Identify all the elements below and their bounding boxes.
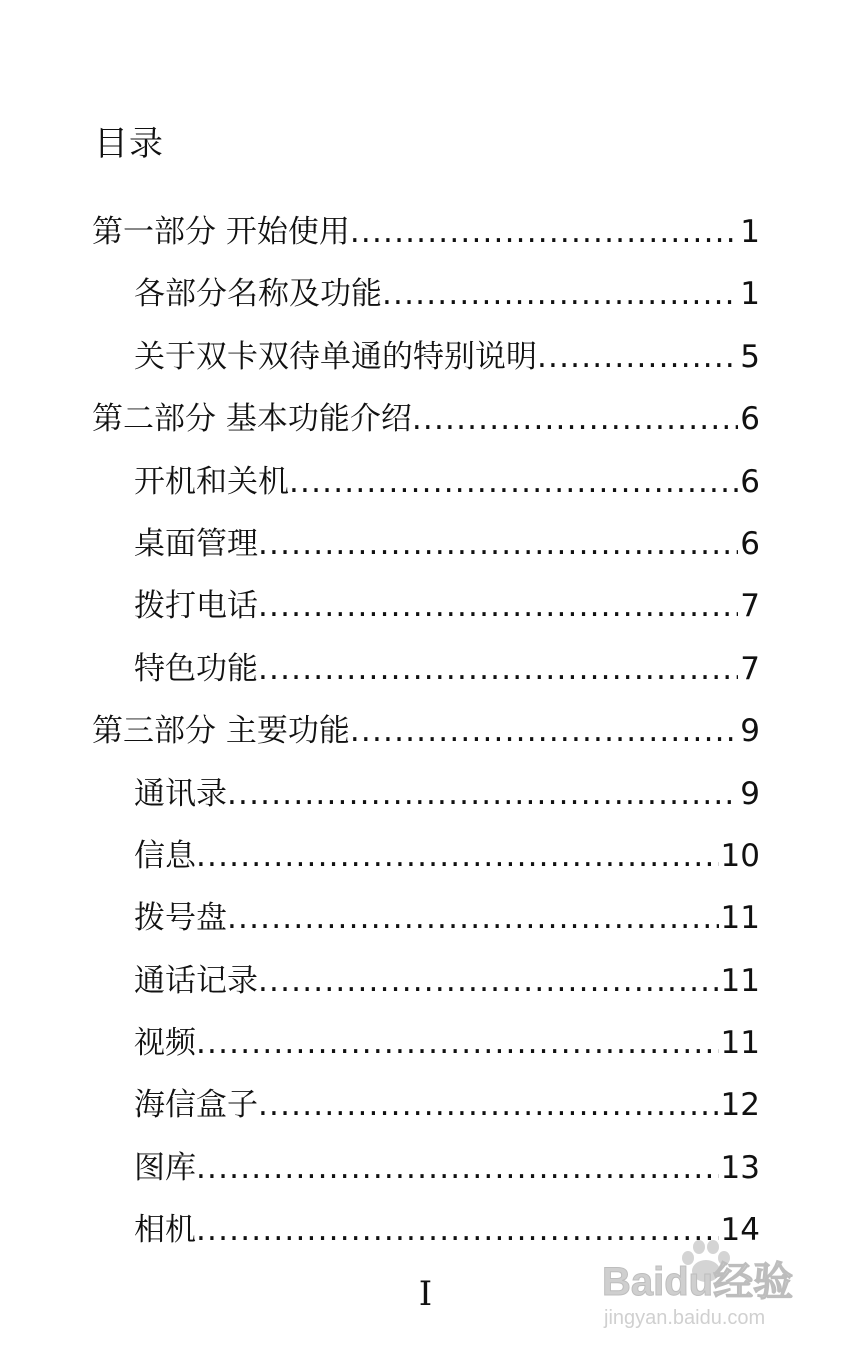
toc-entry (92, 763, 760, 825)
page-number: I (418, 1274, 433, 1314)
dot-leader (350, 201, 738, 263)
toc-entry-page: 14 (720, 1212, 760, 1249)
toc-entry-label: 拨打电话 (134, 588, 258, 625)
toc-entry-page: 9 (740, 775, 760, 812)
toc-entry-label: 第二部分 基本功能介绍 (92, 401, 412, 438)
toc-entry (92, 1074, 760, 1136)
toc-entry-label: 第三部分 主要功能 (92, 713, 350, 750)
toc-entry-label: 桌面管理 (134, 525, 258, 562)
dot-leader (258, 575, 738, 637)
toc-entry (92, 388, 760, 450)
dot-leader (196, 1137, 719, 1199)
dot-leader (412, 388, 738, 450)
toc-entry-page: 5 (740, 338, 760, 375)
toc-entry-label: 相机 (134, 1212, 196, 1249)
toc-entry (92, 950, 760, 1012)
toc-entry-page: 6 (740, 401, 760, 438)
toc-entry (92, 825, 760, 887)
toc-entry-label: 海信盒子 (134, 1087, 258, 1124)
toc-entry-label: 第一部分 开始使用 (92, 214, 350, 250)
dot-leader (227, 763, 738, 825)
toc-entry (92, 887, 760, 949)
toc-entry-page: 11 (720, 1025, 760, 1062)
toc-entry-label: 视频 (134, 1025, 196, 1062)
toc-entry (92, 451, 760, 513)
dot-leader (258, 513, 738, 575)
toc-entry-page: 10 (720, 837, 760, 874)
watermark (596, 1238, 816, 1338)
toc-entry-page: 11 (720, 962, 760, 999)
toc-entry-page: 11 (720, 900, 760, 937)
toc-entry-page: 6 (740, 525, 760, 562)
toc-entry-page: 7 (740, 588, 760, 625)
toc-list (92, 201, 760, 1262)
toc-entry-label: 通话记录 (134, 962, 258, 999)
toc-entry-label: 关于双卡双待单通的特别说明 (134, 338, 537, 375)
toc-entry-page: 1 (740, 214, 760, 250)
toc-entry (92, 1137, 760, 1199)
toc-entry-label: 特色功能 (134, 650, 258, 687)
toc-entry (92, 638, 760, 700)
dot-leader (196, 825, 719, 887)
toc-entry-label: 通讯录 (134, 775, 227, 812)
toc-entry (92, 700, 760, 762)
dot-leader (382, 263, 738, 325)
toc-entry (92, 1012, 760, 1074)
dot-leader (537, 326, 738, 388)
dot-leader (227, 887, 719, 949)
dot-leader (258, 1074, 719, 1136)
dot-leader (196, 1012, 719, 1074)
toc-entry-label: 开机和关机 (134, 463, 289, 500)
toc-entry-page: 12 (720, 1087, 760, 1124)
watermark-url: jingyan.baidu.com (604, 1307, 766, 1329)
watermark-brand: Baidu经验 (602, 1260, 794, 1304)
toc-entry (92, 263, 760, 325)
toc-entry-label: 拨号盘 (134, 900, 227, 937)
dot-leader (289, 451, 738, 513)
toc-entry-label: 图库 (134, 1149, 196, 1186)
toc-entry-page: 6 (740, 463, 760, 500)
toc-entry (92, 201, 760, 263)
toc-entry-page: 1 (740, 276, 760, 313)
toc-entry-page: 7 (740, 650, 760, 687)
dot-leader (258, 950, 719, 1012)
dot-leader (350, 700, 738, 762)
toc-entry (92, 575, 760, 637)
toc-entry-page: 9 (740, 713, 760, 750)
toc-entry-label: 信息 (134, 837, 196, 874)
toc-entry (92, 326, 760, 388)
toc-entry-label: 各部分名称及功能 (134, 276, 382, 313)
toc-entry (92, 513, 760, 575)
toc-entry-page: 13 (720, 1149, 760, 1186)
dot-leader (258, 638, 738, 700)
page-title: 目录 (94, 124, 164, 164)
